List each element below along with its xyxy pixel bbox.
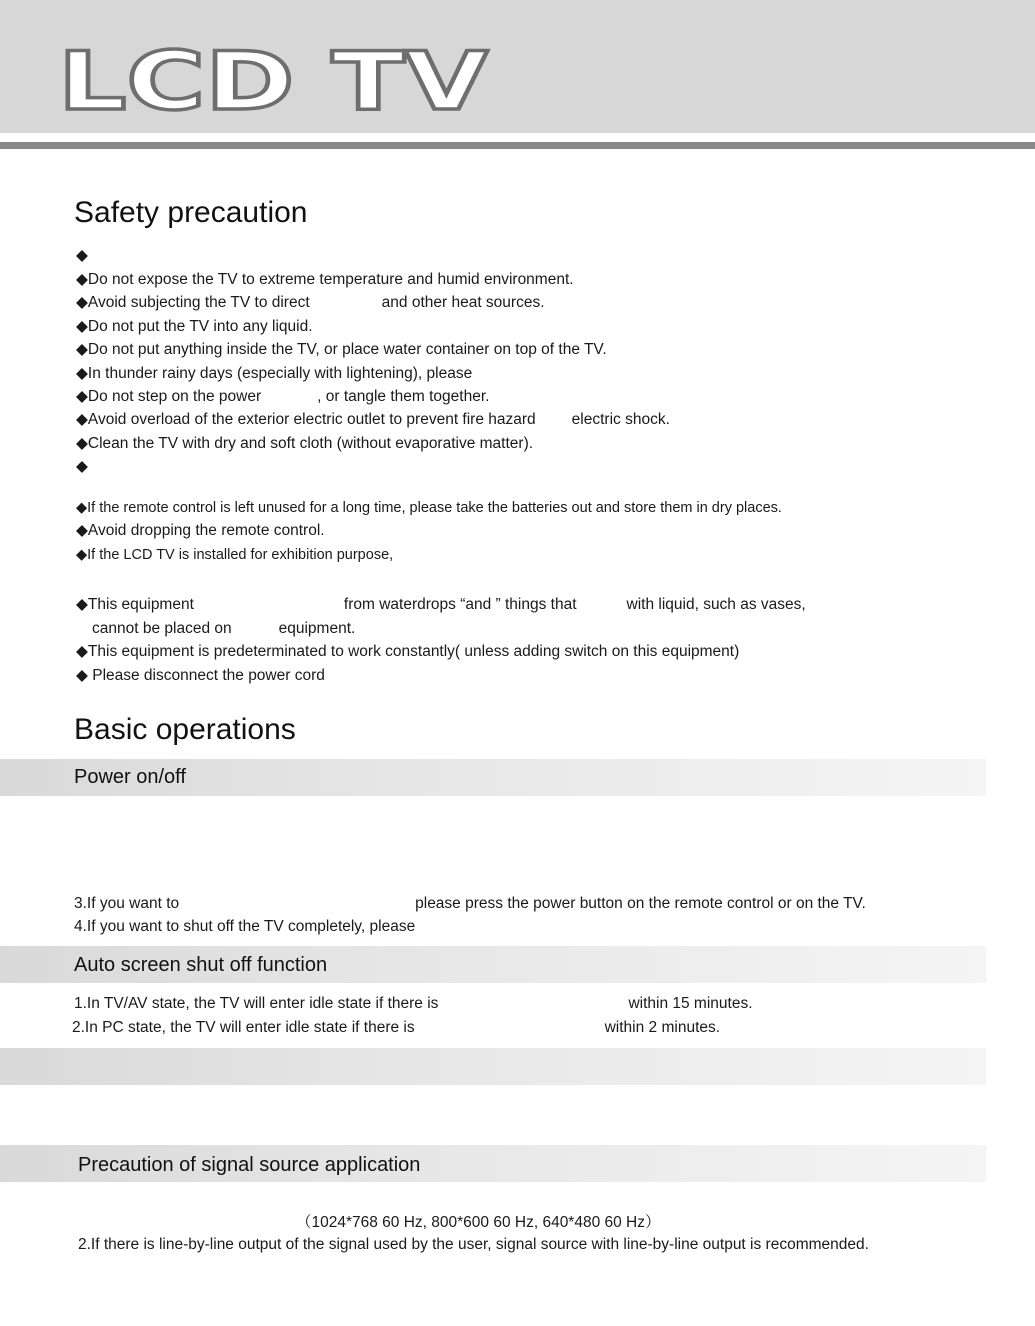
basic-title: Basic operations bbox=[74, 713, 296, 746]
safety-line-16: ◆This equipment is predeterminated to work constantly( unless adding switch on this equipment) bbox=[76, 643, 740, 660]
safety-line-14: ◆This equipment from waterdrops “and ” things that with liquid, such as vases, bbox=[76, 596, 806, 613]
safety-title: Safety precaution bbox=[74, 196, 308, 229]
power-line-4: 4.If you want to shut off the TV completely, please bbox=[74, 918, 416, 935]
lcd-tv-logo bbox=[58, 46, 492, 116]
safety-line-1: ◆ bbox=[76, 247, 88, 264]
logo-text: LCD TV bbox=[58, 46, 489, 116]
signal-line-2: 2.If there is line-by-line output of the signal used by the user, signal source with line-by-line output is recommended. bbox=[78, 1236, 869, 1253]
safety-line-17: ◆ Please disconnect the power cord bbox=[76, 667, 325, 684]
power-line-3: 3.If you want to please press the power button on the remote control or on the TV. bbox=[74, 895, 866, 912]
safety-line-12: ◆Avoid dropping the remote control. bbox=[76, 522, 325, 539]
power-section-title: Power on/off bbox=[74, 766, 186, 788]
safety-line-2: ◆Do not expose the TV to extreme temperature and humid environment. bbox=[76, 271, 574, 288]
safety-line-11: ◆If the remote control is left unused for a long time, please take the batteries out and store them in dry places. bbox=[76, 500, 782, 516]
header-divider bbox=[0, 142, 1035, 149]
blank-section-bar bbox=[0, 1048, 986, 1085]
signal-section-title: Precaution of signal source application bbox=[78, 1154, 421, 1176]
safety-line-15: cannot be placed on equipment. bbox=[92, 620, 356, 637]
safety-line-9: ◆Clean the TV with dry and soft cloth (without evaporative matter). bbox=[76, 435, 534, 452]
safety-line-13: ◆If the LCD TV is installed for exhibition purpose, bbox=[76, 547, 394, 563]
safety-line-5: ◆Do not put anything inside the TV, or place water container on top of the TV. bbox=[76, 341, 607, 358]
auto-section-title: Auto screen shut off function bbox=[74, 954, 328, 976]
signal-line-1: （1024*768 60 Hz, 800*600 60 Hz, 640*480 60 Hz） bbox=[296, 1214, 661, 1231]
auto-line-2: 2.In PC state, the TV will enter idle state if there is within 2 minutes. bbox=[72, 1019, 721, 1036]
safety-line-4: ◆Do not put the TV into any liquid. bbox=[76, 318, 313, 335]
safety-line-3: ◆Avoid subjecting the TV to direct and other heat sources. bbox=[76, 294, 545, 311]
safety-line-8: ◆Avoid overload of the exterior electric outlet to prevent fire hazard electric shock. bbox=[76, 411, 670, 428]
safety-line-7: ◆Do not step on the power , or tangle them together. bbox=[76, 388, 490, 405]
safety-line-10: ◆ bbox=[76, 458, 88, 475]
auto-line-1: 1.In TV/AV state, the TV will enter idle state if there is within 15 minutes. bbox=[74, 995, 753, 1012]
safety-line-6: ◆In thunder rainy days (especially with lightening), please bbox=[76, 365, 473, 382]
